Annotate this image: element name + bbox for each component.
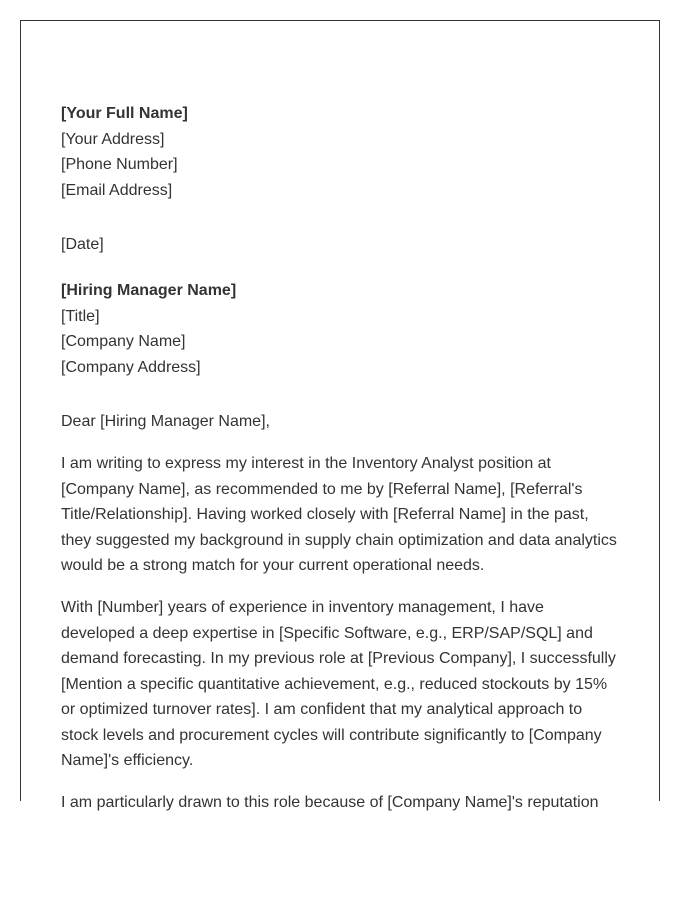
sender-email: [Email Address] — [61, 181, 173, 199]
sender-phone: [Phone Number] — [61, 156, 178, 174]
letter-content — [61, 101, 619, 816]
letter-page — [20, 20, 660, 812]
salutation: Dear [Hiring Manager Name], — [61, 413, 270, 431]
sender-address: [Your Address] — [61, 130, 165, 148]
letter-date-block — [61, 232, 619, 258]
sender-block — [61, 101, 619, 203]
body-paragraph-2: With [Number] years of experience in inventory management, I have developed a deep expertise in [Specific Software, e.g., ERP/SAP/SQL] and demand forecasting. In my previous role at [Previous Company], I successfully [Mention a specific quantitative achievement, e.g., reduced stockouts by 15% or optimized turnover rates]. I am confident that my analytical approach to stock levels and procurement cycles will contribute significantly to [Company Name]'s efficiency. — [61, 598, 616, 770]
recipient-address: [Company Address] — [61, 358, 201, 376]
sender-name: [Your Full Name] — [61, 105, 188, 122]
recipient-block — [61, 278, 619, 380]
recipient-company: [Company Name] — [61, 333, 186, 351]
body-paragraph-1: I am writing to express my interest in the Inventory Analyst position at [Company Name], as recommended to me by [Referral Name], [Referral's Title/Relationship]. Having worked closely with [Referral Name] in the past, they suggested my background in supply chain optimization and data analytics would be a strong match for your current operational needs. — [61, 454, 617, 575]
recipient-name: [Hiring Manager Name] — [61, 281, 237, 299]
body-paragraph-3: I am particularly drawn to this role because of [Company Name]'s reputation — [61, 794, 599, 812]
letter-date: [Date] — [61, 236, 104, 254]
recipient-title: [Title] — [61, 307, 100, 325]
